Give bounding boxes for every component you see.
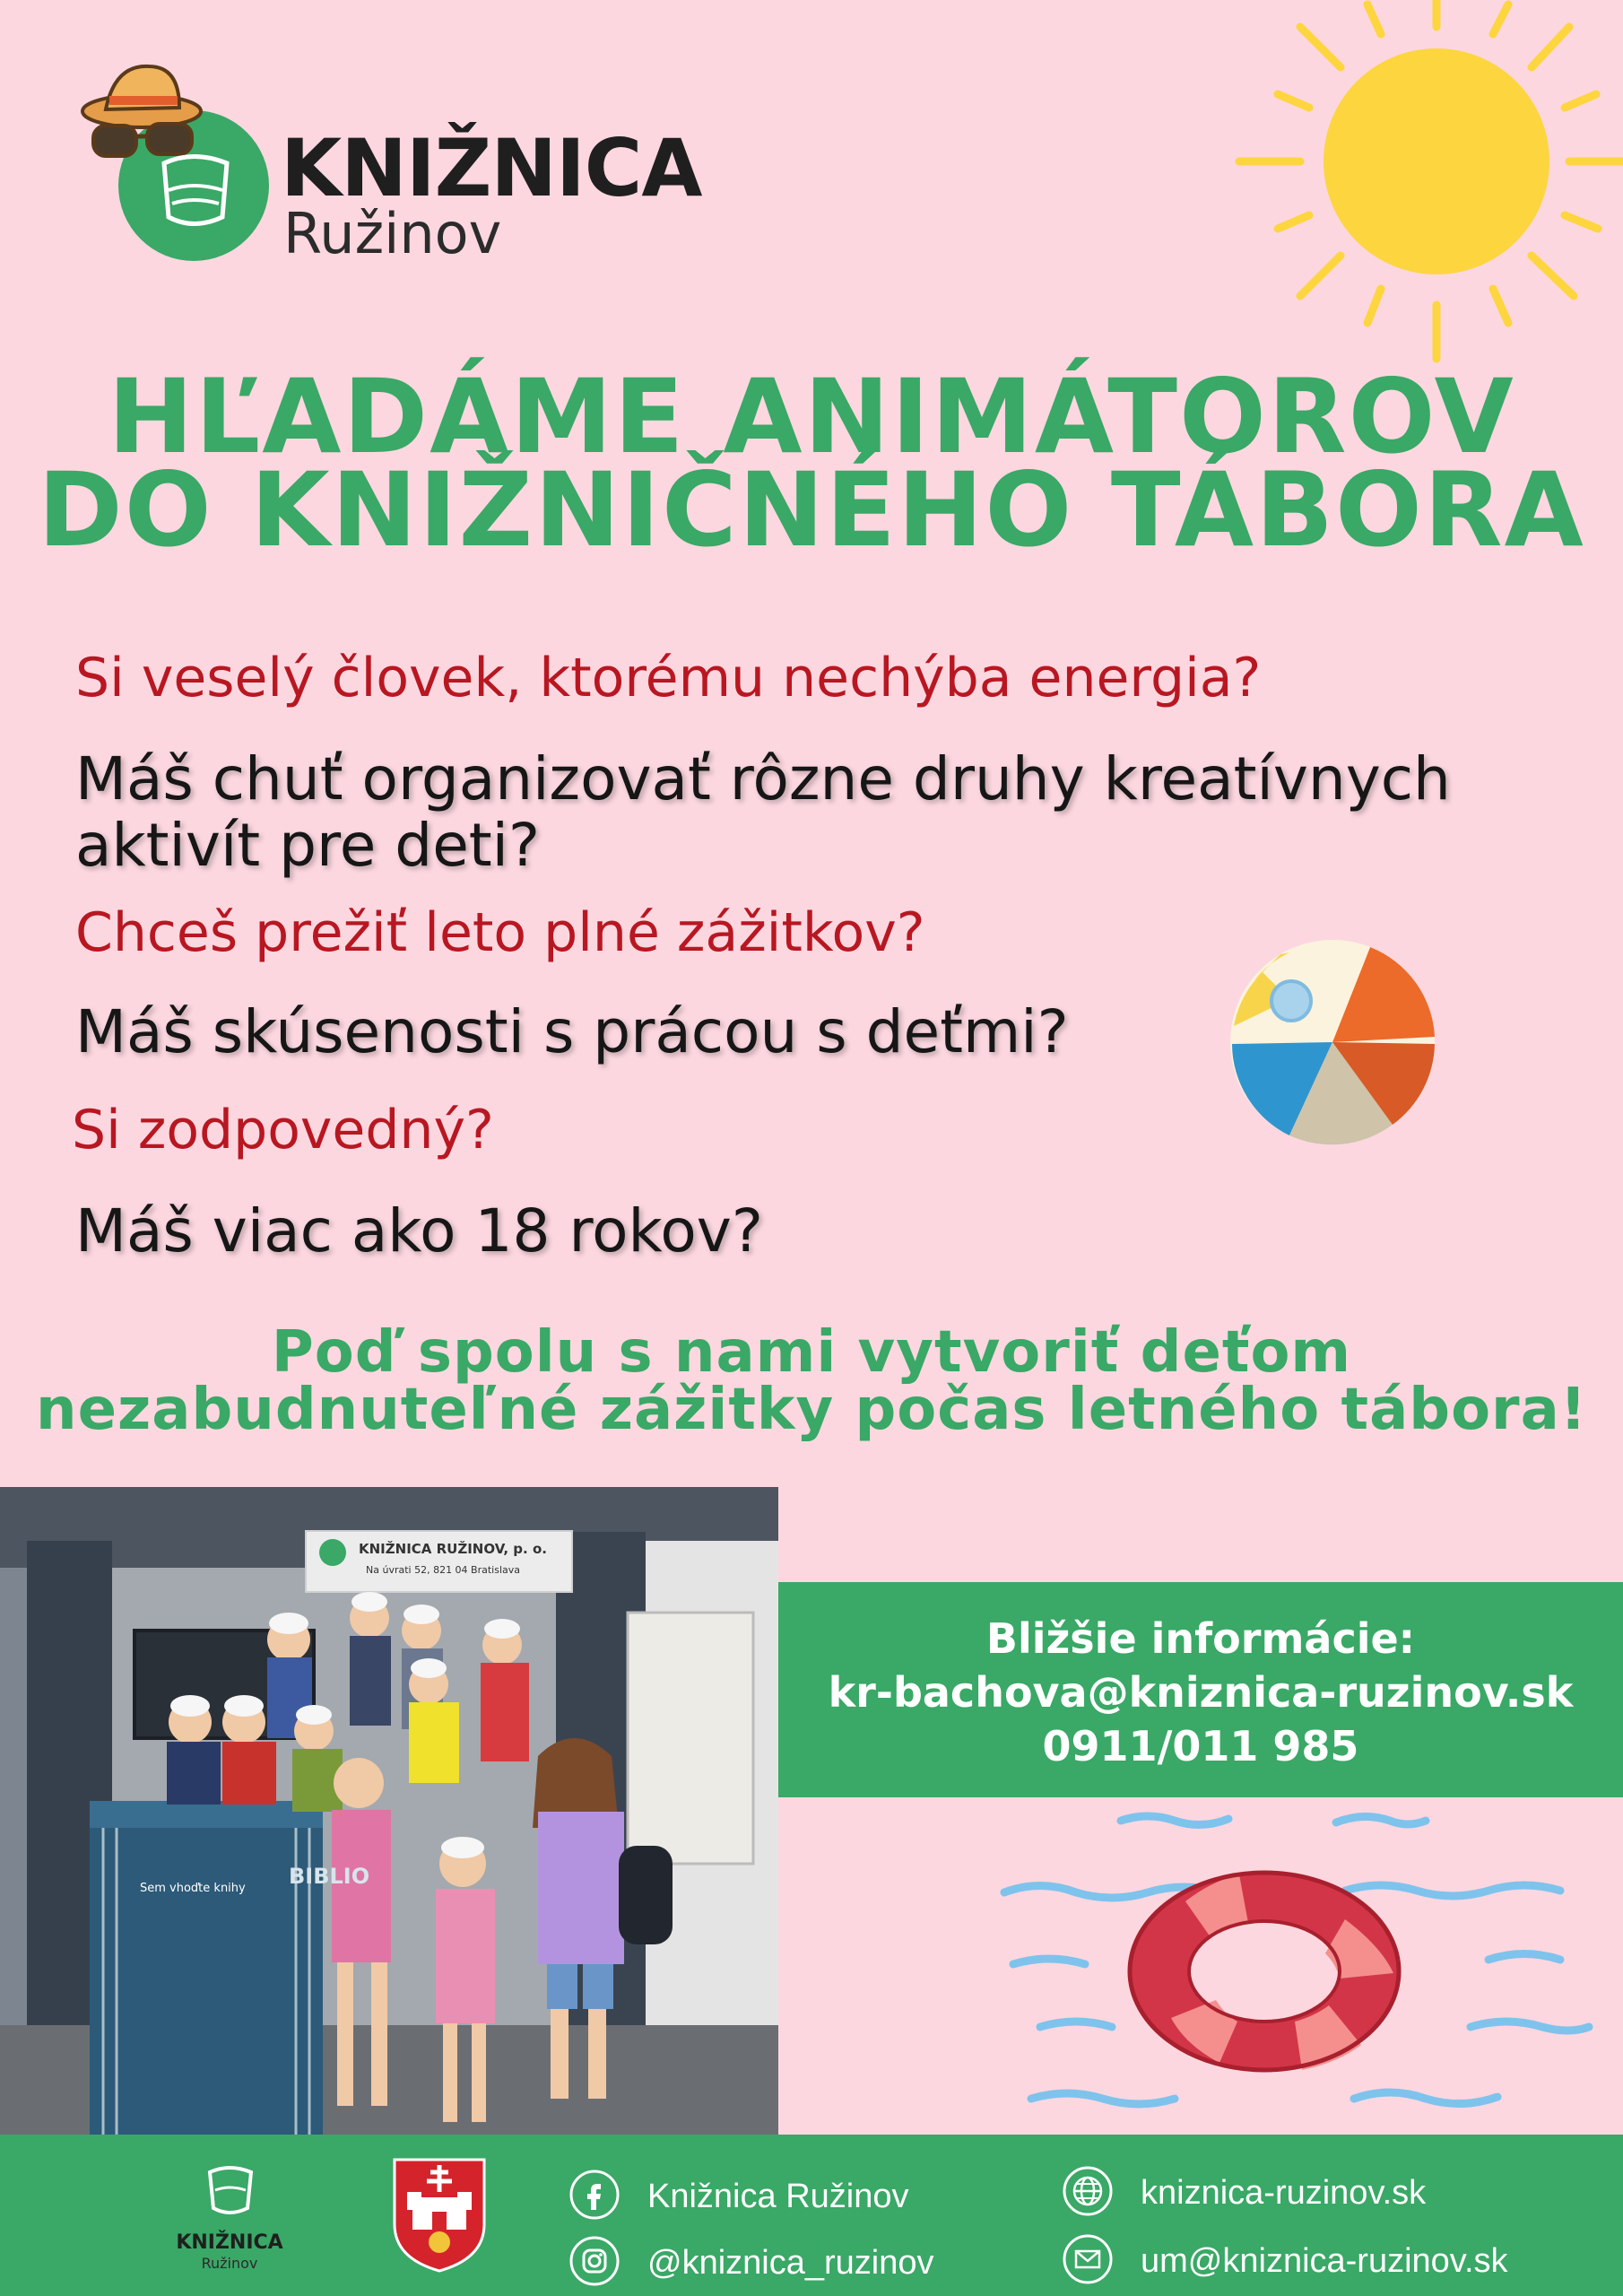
- globe-icon[interactable]: [1062, 2165, 1114, 2217]
- logo-emblem-icon: [79, 56, 285, 271]
- email-link[interactable]: um@kniznica-ruzinov.sk: [1141, 2242, 1508, 2280]
- info-phone[interactable]: 0911/011 985: [1042, 1722, 1359, 1770]
- footer-logo-sub: Ružinov: [201, 2255, 258, 2272]
- children-figures: [0, 1487, 778, 2135]
- sign-address: Na úvrati 52, 821 04 Bratislava: [366, 1564, 521, 1576]
- logo-name: KNIŽNICA: [281, 122, 702, 214]
- footer-logo-name: KNIŽNICA: [176, 2231, 283, 2254]
- cta-line-2: nezabudnuteľné zážitky počas letného tábora!: [36, 1377, 1587, 1443]
- question-summer: Chceš prežiť leto plné zážitkov?: [75, 901, 925, 964]
- coat-of-arms-icon: [387, 2152, 491, 2278]
- beach-ball-icon: [1227, 936, 1438, 1148]
- cta-line-1: Poď spolu s nami vytvoriť deťom: [271, 1319, 1352, 1386]
- info-title: Bližšie informácie:: [985, 1614, 1416, 1663]
- question-energy: Si veselý človek, ktorému nechýba energia?: [75, 647, 1262, 709]
- sun-icon: [1228, 0, 1623, 377]
- book-box-brand: BIBLIO: [289, 1864, 370, 1889]
- contact-info-box: [778, 1582, 1623, 1797]
- instagram-link[interactable]: @kniznica_ruzinov: [647, 2244, 934, 2282]
- headline-line-1: HĽADÁME ANIMÁTOROV: [108, 357, 1515, 476]
- mail-icon[interactable]: [1062, 2233, 1114, 2285]
- info-email-link[interactable]: kr-bachova@kniznica-ruzinov.sk: [828, 1668, 1574, 1717]
- question-creative-line-1: Máš chuť organizovať rôzne druhy kreatívnych: [75, 744, 1451, 813]
- website-link[interactable]: kniznica-ruzinov.sk: [1141, 2174, 1427, 2212]
- logo-subtitle: Ružinov: [283, 201, 502, 266]
- headline-line-2: DO KNIŽNIČNÉHO TÁBORA: [38, 450, 1585, 570]
- question-experience: Máš skúsenosti s prácou s deťmi?: [75, 997, 1069, 1066]
- facebook-icon[interactable]: [568, 2169, 621, 2221]
- library-logo[interactable]: [79, 56, 702, 271]
- footer-logo-emblem-icon: [176, 2152, 283, 2224]
- sign-title: KNIŽNICA RUŽINOV, p. o.: [359, 1541, 547, 1557]
- question-creative-line-2: aktivít pre deti?: [75, 811, 541, 880]
- question-responsible: Si zodpovedný?: [72, 1099, 494, 1161]
- book-box-label: Sem vhoďte knihy: [140, 1882, 246, 1895]
- instagram-icon[interactable]: [568, 2235, 621, 2287]
- footer: [0, 2135, 1623, 2296]
- group-photo: [0, 1487, 778, 2135]
- question-age: Máš viac ako 18 rokov?: [75, 1196, 763, 1265]
- facebook-link[interactable]: Knižnica Ružinov: [647, 2178, 909, 2215]
- life-ring-icon: [986, 1803, 1596, 2135]
- footer-library-logo[interactable]: [176, 2152, 283, 2278]
